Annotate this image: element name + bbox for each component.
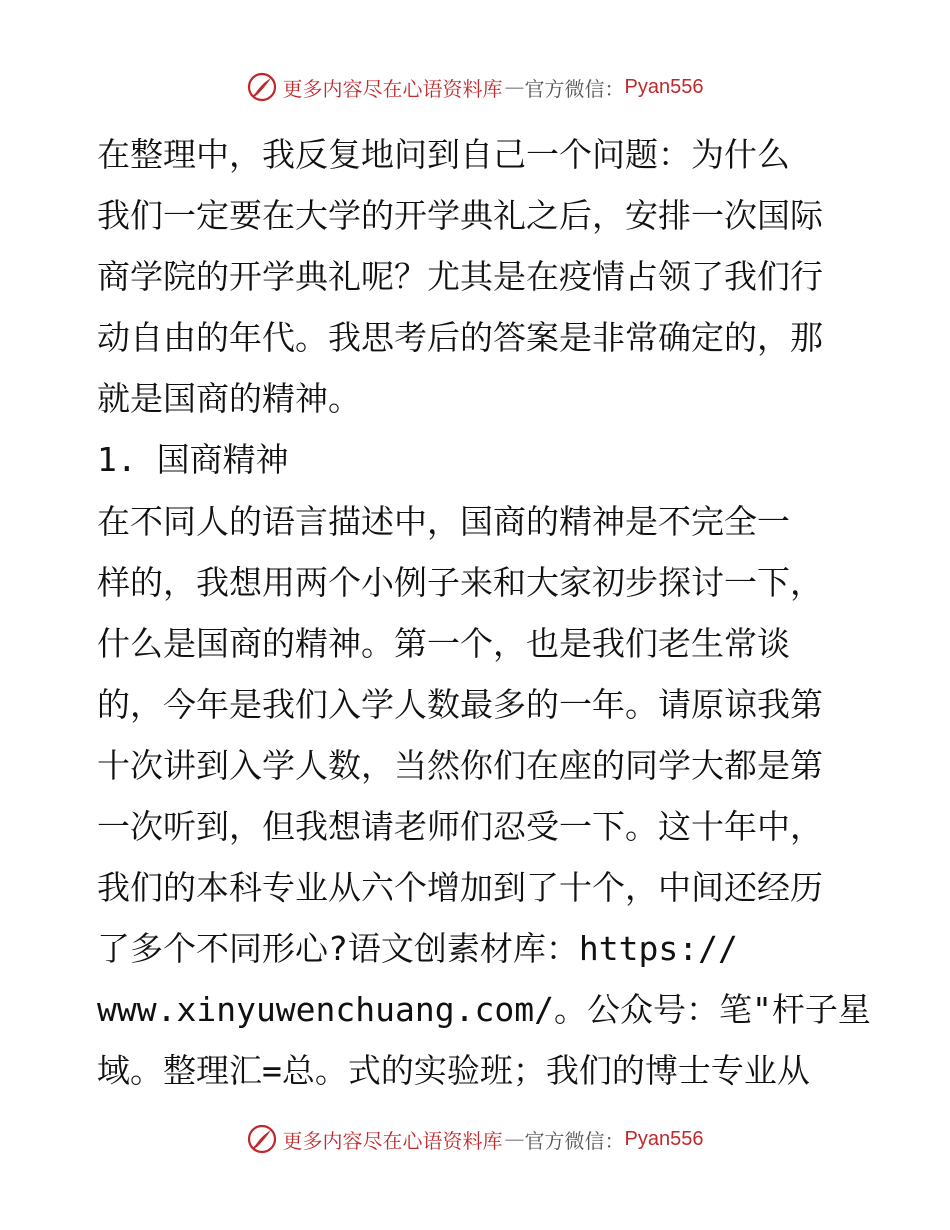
quill-logo-icon bbox=[247, 1124, 277, 1154]
section-heading bbox=[97, 429, 857, 490]
banner-official: 官方微信： bbox=[524, 76, 625, 101]
text-line: 我们一定要在大学的开学典礼之后，安排一次国际 bbox=[97, 196, 823, 236]
text-line: 就是国商的精神。 bbox=[97, 379, 361, 419]
banner-official: 官方微信： bbox=[524, 1128, 625, 1153]
banner-text: 更多内容尽在心语资料库 bbox=[282, 76, 503, 101]
text-line: 样的，我想用两个小例子来和大家初步探讨一下， bbox=[97, 562, 823, 602]
banner-dash: — bbox=[504, 75, 523, 99]
text-line: 十次讲到入学人数，当然你们在座的同学大都是第 bbox=[97, 745, 823, 785]
banner-wechat: Pyan556 bbox=[624, 75, 704, 98]
footer-banner bbox=[0, 1124, 950, 1154]
text-line: 商学院的开学典礼呢？尤其是在疫情占领了我们行 bbox=[97, 257, 823, 297]
text-line: www.xinyuwenchuang.com/。公众号：笔"杆子星 bbox=[97, 990, 871, 1030]
paragraph-1 bbox=[97, 124, 857, 429]
paragraph-2 bbox=[97, 491, 871, 1102]
body-text bbox=[97, 124, 871, 1102]
text-line: 在不同人的语言描述中，国商的精神是不完全一 bbox=[97, 501, 790, 541]
banner-text: 更多内容尽在心语资料库 bbox=[282, 1128, 503, 1153]
text-line: 动自由的年代。我思考后的答案是非常确定的，那 bbox=[97, 318, 823, 358]
header-banner bbox=[0, 72, 950, 102]
heading-line: 1. 国商精神 bbox=[97, 440, 289, 480]
text-line: 什么是国商的精神。第一个，也是我们老生常谈 bbox=[97, 623, 790, 663]
text-line: 一次听到，但我想请老师们忍受一下。这十年中， bbox=[97, 807, 823, 847]
quill-logo-icon bbox=[247, 72, 277, 102]
banner-wechat: Pyan556 bbox=[624, 1127, 704, 1150]
text-line: 域。整理汇=总。式的实验班；我们的博士专业从 bbox=[97, 1051, 810, 1091]
banner-dash: — bbox=[504, 1127, 523, 1151]
text-line: 的，今年是我们入学人数最多的一年。请原谅我第 bbox=[97, 684, 823, 724]
text-line: 我们的本科专业从六个增加到了十个，中间还经历 bbox=[97, 868, 823, 908]
text-line: 了多个不同形心?语文创素材库：https:// bbox=[97, 929, 738, 969]
text-line: 在整理中，我反复地问到自己一个问题：为什么 bbox=[97, 135, 790, 174]
